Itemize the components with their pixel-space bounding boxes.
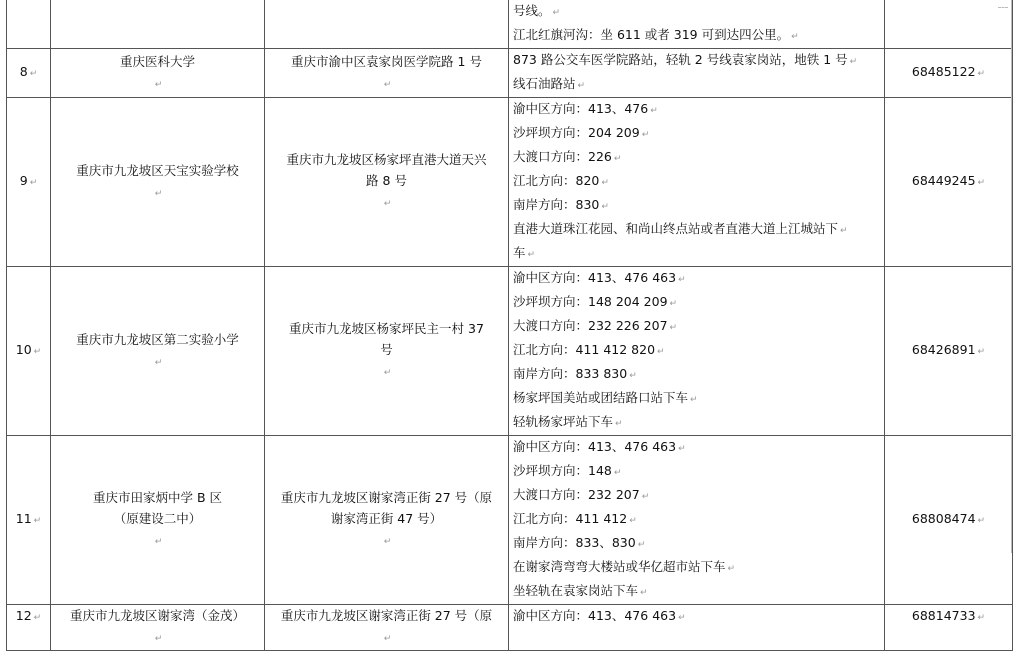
paragraph-mark-icon: ↵ — [977, 613, 986, 623]
transport-cell — [509, 49, 885, 98]
phone-text: 68449245 — [911, 173, 976, 188]
name-line: 重庆市九龙坡区第二实验小学 — [76, 331, 239, 347]
transport-line: 大渡口方向：226 ↵ — [513, 149, 622, 164]
transport-line: 渝中区方向：413、476 463 ↵ — [513, 439, 686, 454]
row-number-cell — [7, 49, 51, 98]
address-cell — [265, 436, 509, 605]
phone-cell — [885, 267, 1013, 436]
transport-line: 南岸方向：833 830 ↵ — [513, 366, 637, 381]
transport-line: 大渡口方向：232 207 ↵ — [513, 487, 650, 502]
paragraph-mark-icon: ↵ — [977, 347, 986, 357]
transport-line: 江北方向：411 412 820 ↵ — [513, 342, 665, 357]
address-line: 重庆市九龙坡区谢家湾正街 27 号（原 — [280, 608, 493, 623]
paragraph-mark-icon: ↵ — [29, 69, 38, 79]
address-cell — [265, 49, 509, 98]
transport-line: 在谢家湾弯弯大楼站或华亿超市站下车 ↵ — [513, 559, 736, 574]
address-line: 重庆市渝中区袁家岗医学院路 1 号 — [291, 53, 482, 69]
paragraph-mark-icon: ↵ — [383, 199, 392, 209]
paragraph-mark-icon: ↵ — [977, 516, 986, 526]
paragraph-mark-icon: ↵ — [29, 178, 38, 188]
paragraph-mark-icon: ↵ — [678, 275, 686, 285]
transport-line: 沙坪坝方向：148 204 209 ↵ — [513, 294, 678, 309]
transport-cell — [509, 98, 885, 267]
paragraph-mark-icon: ↵ — [640, 588, 648, 598]
transport-cell — [509, 0, 885, 49]
phone-cell — [885, 98, 1013, 267]
table-row — [7, 605, 1013, 651]
transport-cell — [509, 436, 885, 605]
paragraph-mark-icon: ↵ — [33, 613, 42, 623]
paragraph-mark-icon: ↵ — [154, 634, 163, 644]
paragraph-mark-icon: ↵ — [154, 79, 163, 90]
paragraph-mark-icon: ↵ — [840, 226, 848, 236]
table-row — [7, 267, 1013, 436]
address-line: 路 8 号 — [366, 173, 407, 188]
paragraph-mark-icon: ↵ — [601, 178, 609, 188]
paragraph-mark-icon: ↵ — [33, 516, 42, 526]
transport-line: 轻轨杨家坪站下车 ↵ — [513, 414, 623, 429]
paragraph-mark-icon: ↵ — [552, 8, 561, 18]
page-margin-guide — [998, 7, 1008, 8]
phone-cell — [885, 605, 1013, 651]
school-name-cell — [51, 0, 265, 49]
transport-line: 直港大道珠江花园、和尚山终点站或者直港大道上江城站下 ↵ — [513, 221, 848, 236]
transport-line: 渝中区方向：413、476 463 ↵ — [513, 608, 686, 623]
paragraph-mark-icon: ↵ — [577, 81, 586, 91]
phone-cell — [885, 49, 1013, 98]
transport-line: 江北红旗河沟：坐 611 或者 319 可到达四公里。 ↵ — [513, 27, 799, 42]
paragraph-mark-icon: ↵ — [601, 202, 609, 212]
address-cell — [265, 0, 509, 49]
transport-cell — [509, 605, 885, 651]
address-cell — [265, 267, 509, 436]
transport-line: 渝中区方向：413、476 463 ↵ — [513, 270, 686, 285]
table-row — [7, 49, 1013, 98]
transport-line: 沙坪坝方向：204 209 ↵ — [513, 125, 650, 140]
table-row — [7, 98, 1013, 267]
address-line: 重庆市九龙坡区杨家坪民主一村 37 — [289, 321, 484, 336]
paragraph-mark-icon: ↵ — [527, 250, 536, 260]
paragraph-mark-icon: ↵ — [650, 106, 658, 116]
paragraph-mark-icon: ↵ — [33, 347, 42, 357]
address-line: 号 — [380, 342, 393, 357]
num-text: 8 — [19, 64, 28, 79]
page-edge — [1011, 0, 1018, 553]
row-number-cell — [7, 605, 51, 651]
paragraph-mark-icon: ↵ — [690, 395, 698, 405]
paragraph-mark-icon: ↵ — [678, 613, 686, 623]
num-text: 10 — [15, 342, 32, 357]
num-text: 9 — [19, 173, 28, 188]
address-line: 谢家湾正街 47 号） — [330, 511, 443, 526]
school-info-table — [6, 0, 1013, 651]
num-text: 11 — [15, 511, 32, 526]
row-number-cell — [7, 267, 51, 436]
table-row — [7, 436, 1013, 605]
paragraph-mark-icon: ↵ — [383, 368, 392, 378]
paragraph-mark-icon: ↵ — [615, 419, 623, 429]
transport-line: 沙坪坝方向：148 ↵ — [513, 463, 622, 478]
paragraph-mark-icon: ↵ — [154, 188, 163, 199]
transport-line: 大渡口方向：232 226 207 ↵ — [513, 318, 678, 333]
address-line: 重庆市九龙坡区杨家坪直港大道天兴 — [286, 152, 487, 167]
name-line: 重庆医科大学 — [119, 53, 195, 69]
transport-line: 南岸方向：833、830 ↵ — [513, 535, 646, 550]
transport-line: 江北方向：411 412 ↵ — [513, 511, 637, 526]
phone-cell — [885, 0, 1013, 49]
transport-cell — [509, 267, 885, 436]
transport-line: 线石油路站 ↵ — [513, 76, 586, 91]
paragraph-mark-icon: ↵ — [669, 323, 678, 333]
transport-line: 号线。 ↵ — [513, 3, 561, 18]
school-name-cell — [51, 436, 265, 605]
paragraph-mark-icon: ↵ — [669, 299, 678, 309]
paragraph-mark-icon: ↵ — [977, 69, 986, 79]
transport-line: 873 路公交车医学院路站，轻轨 2 号线袁家岗站，地铁 1 号 ↵ — [513, 52, 858, 67]
paragraph-mark-icon: ↵ — [154, 537, 163, 547]
transport-line: 杨家坪国美站或团结路口站下车 ↵ — [513, 390, 698, 405]
school-name-cell — [51, 98, 265, 267]
address-cell — [265, 605, 509, 651]
transport-line: 渝中区方向：413、476 ↵ — [513, 101, 658, 116]
paragraph-mark-icon: ↵ — [791, 32, 799, 42]
name-line: 重庆市田家炳中学 B 区 — [92, 490, 223, 505]
address-line: 重庆市九龙坡区谢家湾正街 27 号（原 — [280, 490, 493, 505]
row-number-cell — [7, 436, 51, 605]
address-cell — [265, 98, 509, 267]
paragraph-mark-icon: ↵ — [849, 57, 858, 67]
paragraph-mark-icon: ↵ — [977, 178, 986, 188]
paragraph-mark-icon: ↵ — [154, 357, 163, 368]
school-name-cell — [51, 49, 265, 98]
table-row — [7, 0, 1013, 49]
phone-text: 68485122 — [911, 64, 976, 79]
row-number-cell — [7, 0, 51, 49]
row-number-cell — [7, 98, 51, 267]
paragraph-mark-icon: ↵ — [727, 564, 736, 574]
paragraph-mark-icon: ↵ — [383, 634, 392, 644]
paragraph-mark-icon: ↵ — [613, 468, 622, 478]
transport-line: 坐轻轨在袁家岗站下车 ↵ — [513, 583, 648, 598]
transport-line: 江北方向：820 ↵ — [513, 173, 609, 188]
paragraph-mark-icon: ↵ — [629, 371, 637, 381]
paragraph-mark-icon: ↵ — [641, 130, 650, 140]
paragraph-mark-icon: ↵ — [657, 347, 665, 357]
phone-text: 68814733 — [911, 608, 976, 623]
paragraph-mark-icon: ↵ — [641, 492, 650, 502]
school-name-cell — [51, 605, 265, 651]
school-name-cell — [51, 267, 265, 436]
name-line: （原建设二中） — [113, 511, 202, 526]
paragraph-mark-icon: ↵ — [637, 540, 646, 550]
transport-line: 南岸方向：830 ↵ — [513, 197, 609, 212]
name-line: 重庆市九龙坡区天宝实验学校 — [76, 162, 239, 178]
paragraph-mark-icon: ↵ — [383, 79, 392, 90]
phone-text: 68808474 — [911, 511, 976, 526]
name-line: 重庆市九龙坡区谢家湾（金茂） — [69, 608, 245, 623]
paragraph-mark-icon: ↵ — [629, 516, 637, 526]
transport-line: 车 ↵ — [513, 245, 536, 260]
num-text: 12 — [15, 608, 32, 623]
phone-cell — [885, 436, 1013, 605]
paragraph-mark-icon: ↵ — [613, 154, 622, 164]
paragraph-mark-icon: ↵ — [678, 444, 686, 454]
phone-text: 68426891 — [911, 342, 976, 357]
paragraph-mark-icon: ↵ — [383, 537, 392, 547]
